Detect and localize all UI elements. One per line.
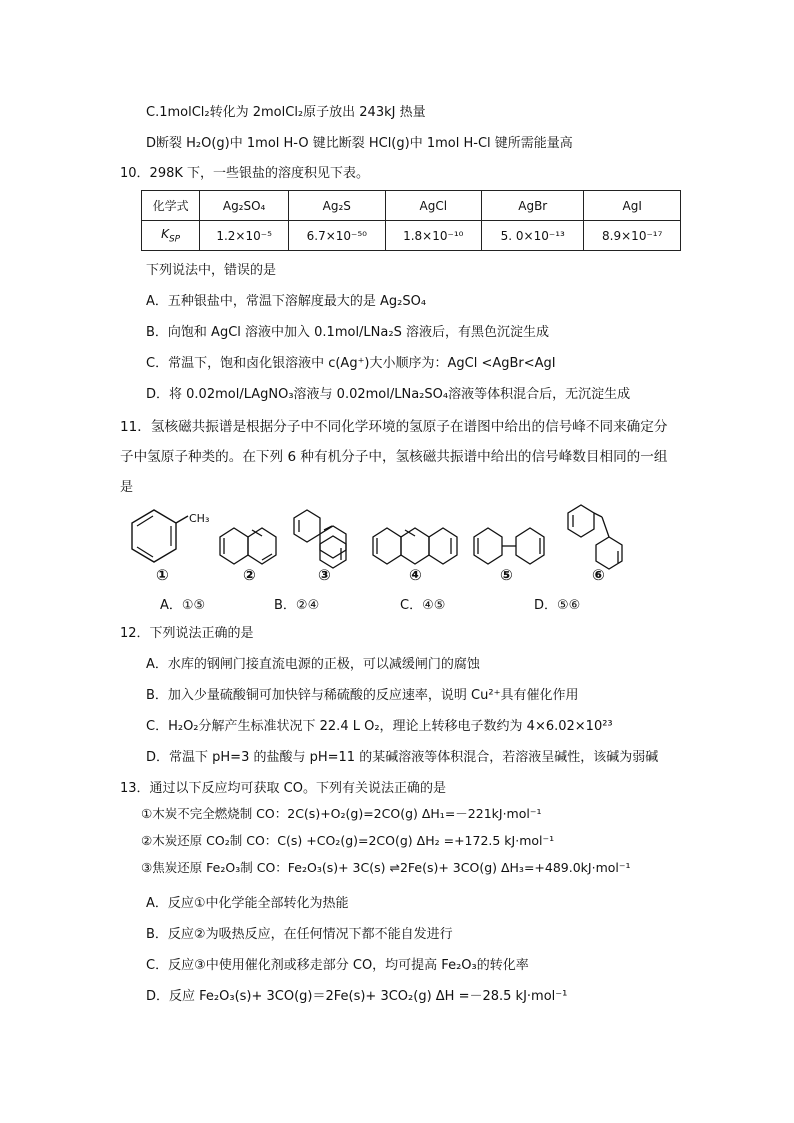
anthracene-structure — [371, 526, 459, 568]
table-cell: 1.8×10⁻¹⁰ — [385, 221, 481, 251]
q11-option-d: D．⑤⑥ — [534, 598, 581, 613]
molecule-label-5: ⑤ — [500, 566, 513, 584]
molecule-label-6: ⑥ — [592, 566, 605, 584]
q12-option-b: B．加入少量硫酸铜可加快锌与稀硫酸的反应速率，说明 Cu²⁺具有催化作用 — [146, 688, 579, 703]
table-header-cell: AgI — [584, 191, 681, 221]
table-header-cell: AgBr — [482, 191, 584, 221]
table-header-cell: Ag₂S — [289, 191, 385, 221]
q11-line-1: 11．氢核磁共振谱是根据分子中不同化学环境的氢原子在谱图中给出的信号峰不同来确定分 — [120, 419, 668, 435]
q9-option-c: C.1molCl₂转化为 2molCl₂原子放出 243kJ 热量 — [146, 105, 426, 120]
table-row — [142, 191, 681, 221]
q11-option-c: C．④⑤ — [400, 598, 446, 613]
q13-option-c: C．反应③中使用催化剂或移走部分 CO，均可提高 Fe₂O₃的转化率 — [146, 958, 529, 973]
q12-option-a: A．水库的钢闸门接直流电源的正极，可以减缓闸门的腐蚀 — [146, 657, 480, 672]
table-header-cell: Ag₂SO₄ — [200, 191, 289, 221]
q10-option-a: A．五种银盐中，常温下溶解度最大的是 Ag₂SO₄ — [146, 294, 427, 309]
table-header-cell: AgCl — [385, 191, 481, 221]
table-cell: 8.9×10⁻¹⁷ — [584, 221, 681, 251]
q9-option-d: D断裂 H₂O(g)中 1mol H-O 键比断裂 HCl(g)中 1mol H-Cl 键所需能量高 — [146, 136, 573, 151]
q11-option-b: B．②④ — [274, 598, 320, 613]
q10-option-d: D．将 0.02mol/LAgNO₃溶液与 0.02mol/LNa₂SO₄溶液等体积混合后，无沉淀生成 — [146, 387, 631, 402]
q13-reaction-1: ①木炭不完全燃烧制 CO：2C(s)+O₂(g)=2CO(g) ΔH₁=－221kJ·mol⁻¹ — [141, 806, 542, 821]
q11-line-3: 是 — [120, 480, 134, 495]
q11-option-a: A．①⑤ — [160, 598, 206, 613]
q13-option-a: A．反应①中化学能全部转化为热能 — [146, 896, 349, 911]
ch3-label: CH₃ — [189, 512, 210, 525]
q13-stem: 13．通过以下反应均可获取 CO。下列有关说法正确的是 — [120, 781, 446, 796]
q12-option-c: C．H₂O₂分解产生标准状况下 22.4 L O₂，理论上转移电子数约为 4×6.02×10²³ — [146, 719, 613, 734]
molecule-label-1: ① — [156, 566, 169, 584]
biphenyl-structure — [472, 526, 552, 568]
table-cell: 6.7×10⁻⁵⁰ — [289, 221, 385, 251]
table-cell: 5. 0×10⁻¹³ — [482, 221, 584, 251]
ksp-table — [141, 190, 681, 251]
q13-option-d: D．反应 Fe₂O₃(s)+ 3CO(g)＝2Fe(s)+ 3CO₂(g) ΔH =－28.5 kJ·mol⁻¹ — [146, 989, 568, 1004]
molecule-label-4: ④ — [409, 566, 422, 584]
q10-option-b: B．向饱和 AgCl 溶液中加入 0.1mol/LNa₂S 溶液后，有黑色沉淀生成 — [146, 325, 549, 340]
phenanthrene-structure — [292, 508, 362, 570]
q13-reaction-2: ②木炭还原 CO₂制 CO：C(s) +CO₂(g)=2CO(g) ΔH₂ =+172.5 kJ·mol⁻¹ — [141, 833, 555, 848]
q13-option-b: B．反应②为吸热反应，在任何情况下都不能自发进行 — [146, 927, 453, 942]
molecule-label-2: ② — [243, 566, 256, 584]
table-row — [142, 221, 681, 251]
naphthalene-structure — [218, 526, 278, 566]
q13-reaction-3: ③焦炭还原 Fe₂O₃制 CO：Fe₂O₃(s)+ 3C(s) ⇌2Fe(s)+ 3CO(g) ΔH₃=+489.0kJ·mol⁻¹ — [141, 860, 631, 875]
diphenylmethane-structure — [566, 503, 636, 571]
table-header-cell: 化学式 — [142, 191, 200, 221]
toluene-structure — [128, 506, 218, 566]
q10-option-c: C．常温下，饱和卤化银溶液中 c(Ag⁺)大小顺序为：AgCl <AgBr<AgI — [146, 356, 556, 371]
q12-stem: 12．下列说法正确的是 — [120, 626, 254, 641]
q12-option-d: D．常温下 pH=3 的盐酸与 pH=11 的某碱溶液等体积混合，若溶液呈碱性，该碱为弱碱 — [146, 750, 659, 765]
molecule-label-3: ③ — [318, 566, 331, 584]
q10-stem: 10．298K 下，一些银盐的溶度积见下表。 — [120, 166, 370, 181]
ksp-row-label: $K_{SP}$ — [142, 221, 200, 251]
table-cell: 1.2×10⁻⁵ — [200, 221, 289, 251]
q10-prompt: 下列说法中，错误的是 — [146, 263, 277, 278]
q11-line-2: 子中氢原子种类的。在下列 6 种有机分子中，氢核磁共振谱中给出的信号峰数目相同的一组 — [120, 449, 668, 465]
